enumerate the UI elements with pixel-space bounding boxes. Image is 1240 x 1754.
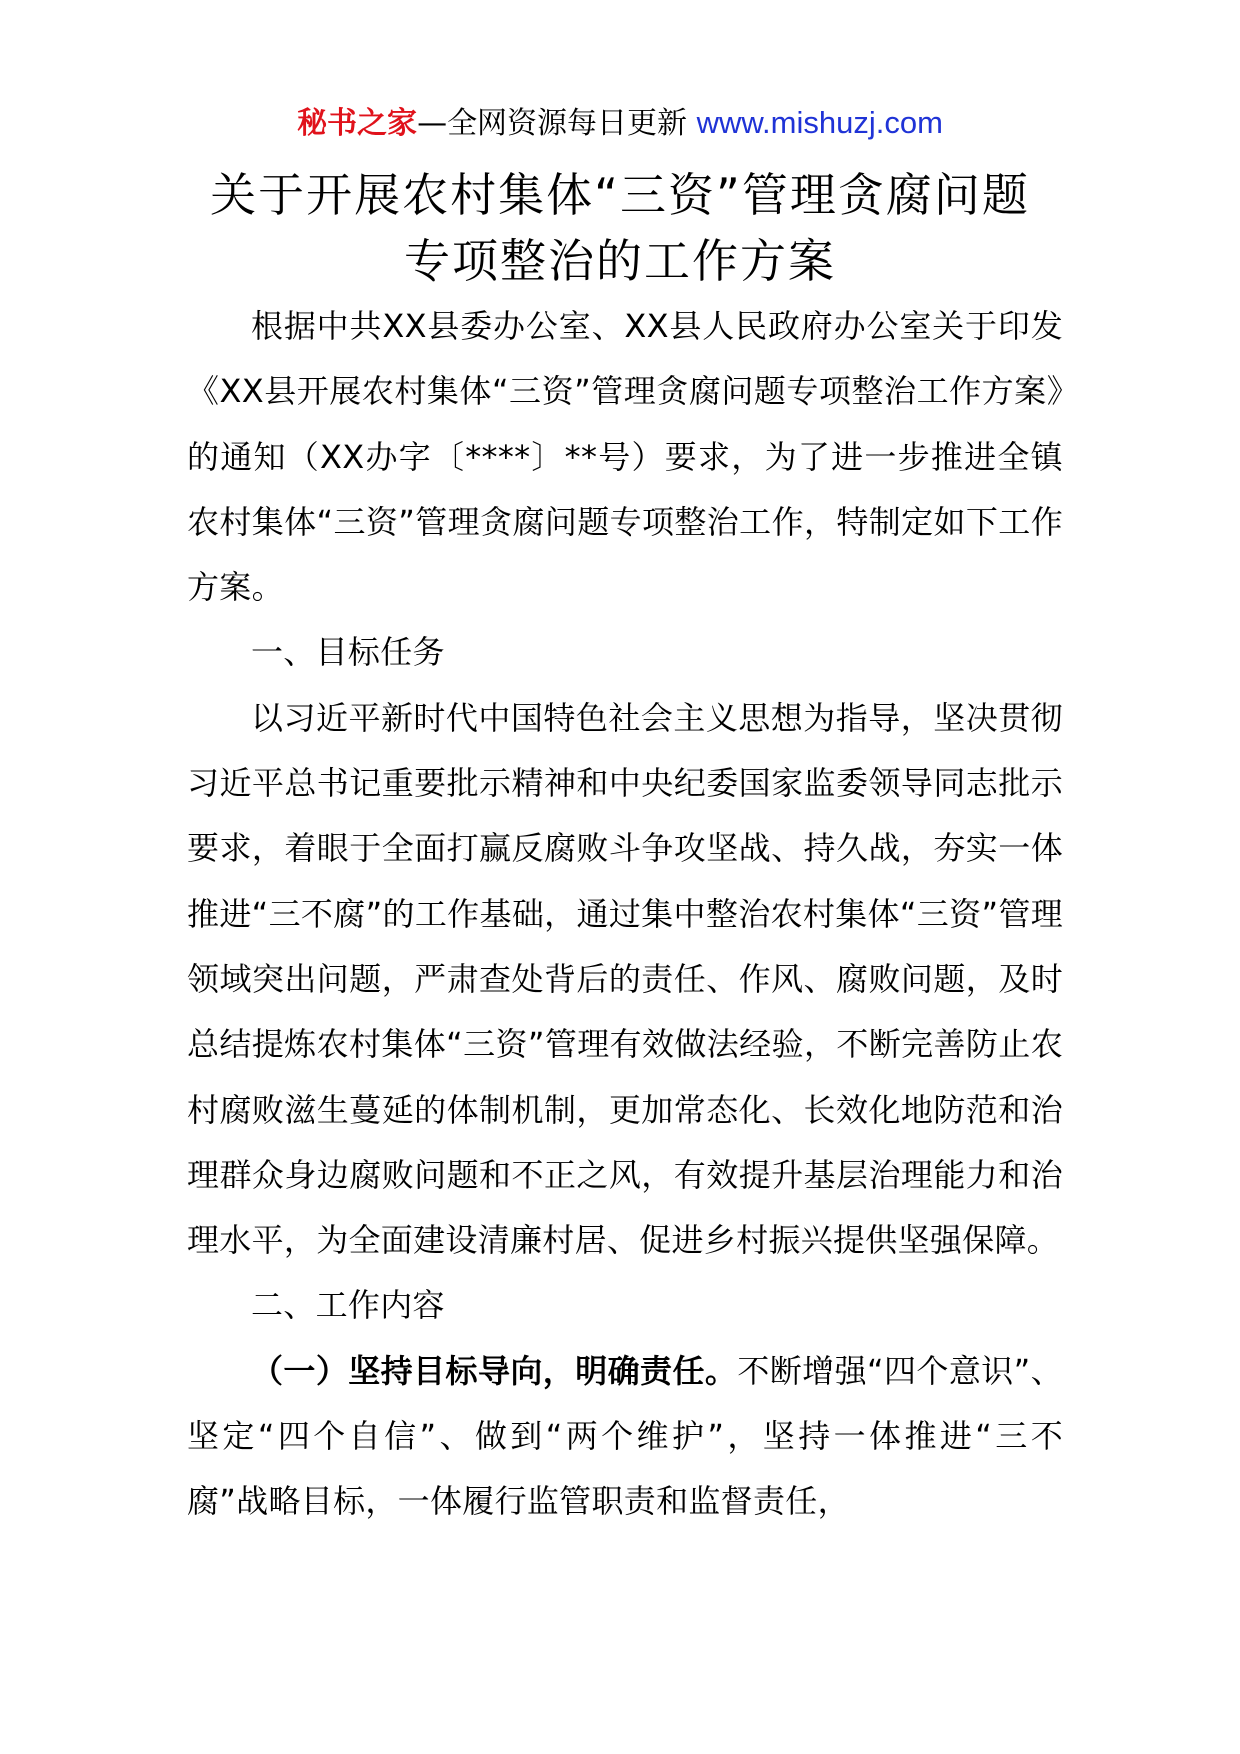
document-title xyxy=(0,162,1240,294)
title-line-1: 关于开展农村集体“三资”管理贪腐问题 xyxy=(210,168,1030,222)
document-body xyxy=(187,294,1063,1535)
intro-paragraph: 根据中共XX县委办公室、XX县人民政府办公室关于印发《XX县开展农村集体“三资”管理贪腐问题专项整治工作方案》的通知（XX办字〔****〕**号）要求，为了进一步推进全镇农村集体“三资”管理贪腐问题专项整治工作，特制定如下工作方案。 xyxy=(187,307,1063,607)
section-2-item-1 xyxy=(187,1339,1063,1535)
site-header xyxy=(0,103,1240,144)
title-line-2: 专项整治的工作方案 xyxy=(404,234,836,288)
header-tagline: —全网资源每日更新 xyxy=(417,106,697,141)
site-url-link[interactable]: www.mishuzj.com xyxy=(696,105,943,140)
item-1-text: 不断增强“四个意识”、坚定“四个自信”、做到“两个维护”，坚持一体推进“三不腐”战略目标，一体履行监管职责和监督责任， xyxy=(187,1351,1063,1521)
item-1-lead: （一）坚持目标导向，明确责任。 xyxy=(251,1351,738,1390)
section-1-paragraph: 以习近平新时代中国特色社会主义思想为指导，坚决贯彻习近平总书记重要批示精神和中央纪委国家监委领导同志批示要求，着眼于全面打赢反腐败斗争攻坚战、持久战，夯实一体推进“三不腐”的工作基础，通过集中整治农村集体“三资”管理领域突出问题，严肃查处背后的责任、作风、腐败问题，及时总结提炼农村集体“三资”管理有效做法经验，不断完善防止农村腐败滋生蔓延的体制机制，更加常态化、长效化地防范和治理群众身边腐败问题和不正之风，有效提升基层治理能力和治理水平，为全面建设清廉村居、促进乡村振兴提供坚强保障。 xyxy=(187,698,1063,1260)
section-1-heading: 一、目标任务 xyxy=(251,633,445,672)
brand-name: 秘书之家 xyxy=(297,106,418,141)
section-2-heading: 二、工作内容 xyxy=(251,1286,445,1325)
